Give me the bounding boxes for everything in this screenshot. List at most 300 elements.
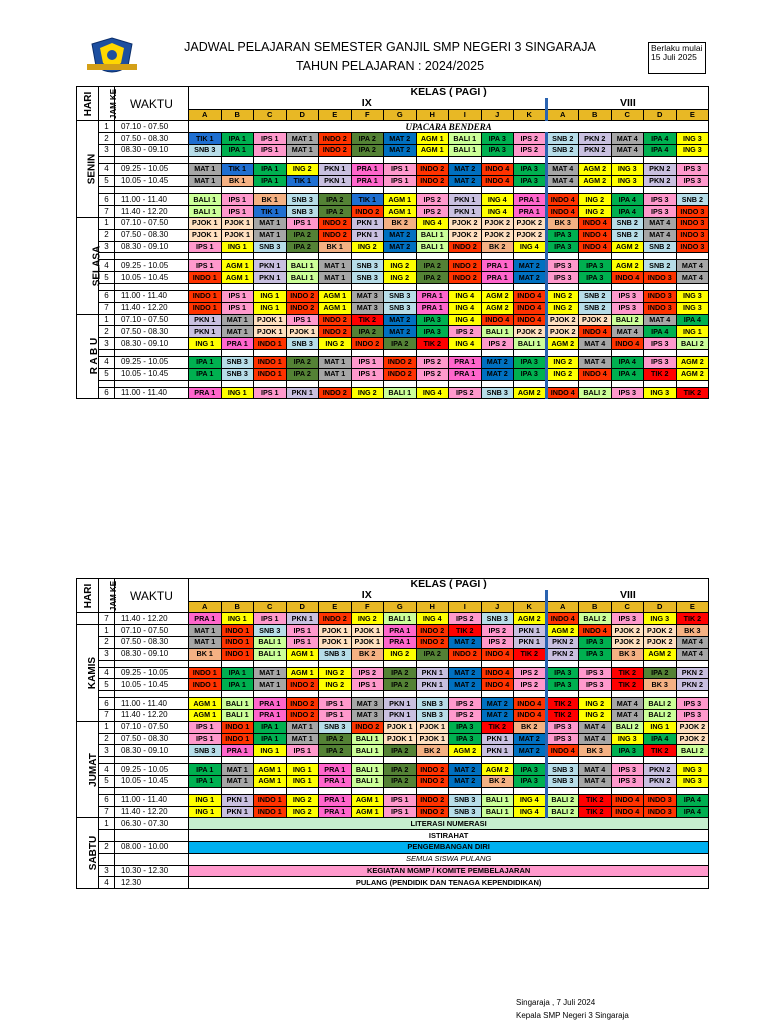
time-range: 07.10 - 07.50	[115, 625, 189, 637]
time-range: 09.25 - 10.05	[115, 260, 189, 272]
subject-cell: INDO 3	[676, 206, 709, 218]
subject-cell: INDO 4	[579, 217, 612, 229]
gap-cell	[644, 156, 677, 163]
subject-cell: PRA 1	[221, 338, 254, 350]
gap-cell	[644, 660, 677, 667]
gap-cell	[481, 253, 514, 260]
schedule-row	[77, 163, 709, 175]
day-name: SENIN	[86, 153, 98, 185]
class-letter-header: I	[449, 601, 482, 613]
subject-cell: MAT 4	[676, 260, 709, 272]
gap-cell	[384, 757, 417, 764]
class-letter-header: B	[579, 109, 612, 121]
subject-cell: PKN 1	[221, 794, 254, 806]
gap-cell	[676, 660, 709, 667]
gap-cell	[676, 757, 709, 764]
schedule-row	[77, 818, 709, 830]
gap-cell	[546, 187, 579, 194]
subject-cell: ING 4	[481, 194, 514, 206]
subject-cell: IPS 2	[514, 667, 547, 679]
subject-cell: IPA 4	[611, 194, 644, 206]
subject-cell: BALI 2	[579, 387, 612, 399]
subject-cell: INDO 2	[286, 302, 319, 314]
subject-cell: IPA 2	[286, 368, 319, 380]
gap-cell	[221, 691, 254, 698]
subject-cell: PKN 2	[579, 133, 612, 145]
gap-cell	[579, 380, 612, 387]
gap-cell	[546, 787, 579, 794]
subject-cell: IPA 3	[579, 272, 612, 284]
period-number: 3	[99, 745, 115, 757]
schedule-row	[77, 133, 709, 145]
class-letter-header: H	[416, 109, 449, 121]
gap-row	[77, 787, 709, 794]
subject-cell: TIK 2	[579, 806, 612, 818]
subject-cell: IPA 2	[384, 679, 417, 691]
subject-cell: PJOK 1	[384, 721, 417, 733]
time-range: 08.30 - 09.10	[115, 648, 189, 660]
subject-cell: MAT 2	[384, 314, 417, 326]
gap-cell	[351, 757, 384, 764]
subject-cell: SNB 2	[611, 229, 644, 241]
gap-row	[77, 349, 709, 356]
gap-cell	[221, 156, 254, 163]
subject-cell: PJOK 2	[449, 229, 482, 241]
subject-cell: IPS 1	[351, 356, 384, 368]
subject-cell: INDO 3	[644, 806, 677, 818]
subject-cell: ING 2	[384, 648, 417, 660]
subject-cell: IPS 2	[514, 144, 547, 156]
gap-cell	[254, 380, 287, 387]
subject-cell: IPA 2	[286, 241, 319, 253]
subject-cell: PRA 1	[384, 636, 417, 648]
subject-cell: MAT 4	[611, 326, 644, 338]
gap-cell	[644, 187, 677, 194]
subject-cell: IPS 3	[579, 679, 612, 691]
subject-cell: IPS 1	[351, 368, 384, 380]
subject-cell: PRA 1	[481, 272, 514, 284]
subject-cell: AGM 2	[579, 175, 612, 187]
subject-cell: BALI 2	[676, 338, 709, 350]
subject-cell: IPA 3	[481, 133, 514, 145]
gap-cell	[546, 660, 579, 667]
subject-cell: PJOK 1	[351, 636, 384, 648]
subject-cell: IPS 1	[384, 163, 417, 175]
subject-cell: SNB 3	[189, 745, 222, 757]
gap-cell	[99, 757, 115, 764]
subject-cell: IPA 1	[221, 144, 254, 156]
gap-cell	[115, 691, 189, 698]
subject-cell: IPA 2	[384, 775, 417, 787]
gap-cell	[611, 380, 644, 387]
gap-row	[77, 187, 709, 194]
subject-cell: IPS 3	[676, 698, 709, 710]
subject-cell: BALI 1	[351, 733, 384, 745]
subject-cell: BK 2	[416, 745, 449, 757]
subject-cell: ING 2	[546, 290, 579, 302]
subject-cell: IPA 3	[416, 326, 449, 338]
subject-cell: SNB 3	[546, 775, 579, 787]
subject-cell: IPA 2	[416, 260, 449, 272]
gap-cell	[449, 187, 482, 194]
subject-cell: INDO 2	[319, 133, 352, 145]
subject-cell: PRA 1	[254, 709, 287, 721]
period-number: 6	[99, 698, 115, 710]
subject-cell: AGM 2	[579, 163, 612, 175]
gap-cell	[579, 691, 612, 698]
period-number: 4	[99, 260, 115, 272]
gap-cell	[449, 349, 482, 356]
time-range: 09.25 - 10.05	[115, 163, 189, 175]
subject-cell: INDO 1	[189, 679, 222, 691]
period-number: 4	[99, 163, 115, 175]
subject-cell: INDO 2	[449, 648, 482, 660]
subject-cell: IPS 2	[449, 698, 482, 710]
subject-cell: ING 4	[481, 206, 514, 218]
gap-cell	[319, 787, 352, 794]
subject-cell: MAT 3	[351, 302, 384, 314]
gap-cell	[319, 349, 352, 356]
gap-cell	[254, 757, 287, 764]
subject-cell: MAT 2	[449, 636, 482, 648]
subject-cell: SNB 3	[221, 368, 254, 380]
subject-cell: ING 4	[449, 338, 482, 350]
gap-cell	[481, 757, 514, 764]
period-number: 4	[99, 356, 115, 368]
subject-cell: TIK 1	[351, 194, 384, 206]
subject-cell: MAT 4	[611, 698, 644, 710]
subject-cell: IPA 3	[546, 229, 579, 241]
jamke-header	[99, 579, 119, 613]
subject-cell: SNB 3	[319, 721, 352, 733]
gap-cell	[546, 253, 579, 260]
gap-cell	[514, 283, 547, 290]
subject-cell: PKN 1	[254, 260, 287, 272]
schedule-row	[77, 794, 709, 806]
subject-cell: INDO 3	[644, 290, 677, 302]
subject-cell: MAT 2	[514, 745, 547, 757]
subject-cell: SNB 3	[286, 338, 319, 350]
subject-cell: BALI 2	[611, 314, 644, 326]
schedule-row	[77, 338, 709, 350]
subject-cell: IPA 3	[546, 241, 579, 253]
subject-cell: INDO 1	[221, 636, 254, 648]
schedule-row	[77, 830, 709, 842]
time-range: 09.25 - 10.05	[115, 667, 189, 679]
gap-cell	[676, 349, 709, 356]
subject-cell: SNB 3	[449, 794, 482, 806]
subject-cell: IPS 1	[319, 698, 352, 710]
gap-cell	[611, 283, 644, 290]
subject-cell: TIK 2	[611, 679, 644, 691]
gap-cell	[579, 187, 612, 194]
subject-cell: PKN 2	[546, 648, 579, 660]
kelas-header: KELAS ( PAGI )	[189, 87, 709, 98]
gap-cell	[644, 283, 677, 290]
subject-cell: IPA 2	[384, 667, 417, 679]
class-letter-header: H	[416, 601, 449, 613]
subject-cell: BALI 1	[481, 806, 514, 818]
subject-cell: IPA 2	[384, 745, 417, 757]
subject-cell: BALI 1	[286, 272, 319, 284]
subject-cell: ING 3	[611, 733, 644, 745]
gap-cell	[286, 283, 319, 290]
gap-cell	[286, 660, 319, 667]
subject-cell: AGM 2	[611, 241, 644, 253]
subject-cell: PRA 1	[221, 745, 254, 757]
subject-cell: IPS 1	[189, 241, 222, 253]
subject-cell: IPS 2	[416, 194, 449, 206]
subject-cell: MAT 4	[611, 133, 644, 145]
subject-cell: INDO 3	[676, 217, 709, 229]
subject-cell: PRA 1	[351, 175, 384, 187]
subject-cell: MAT 4	[676, 648, 709, 660]
subject-cell: INDO 1	[221, 648, 254, 660]
subject-cell: INDO 2	[416, 175, 449, 187]
gap-cell	[514, 156, 547, 163]
subject-cell: INDO 3	[676, 229, 709, 241]
class-letter-header: K	[514, 109, 547, 121]
subject-cell: IPS 3	[676, 709, 709, 721]
jamke-label: JAM KE	[109, 88, 119, 119]
subject-cell: IPS 1	[286, 217, 319, 229]
time-range: 11.00 - 11.40	[115, 194, 189, 206]
time-range: 07.10 - 07.50	[115, 721, 189, 733]
activity-span: KEGIATAN MGMP / KOMITE PEMBELAJARAN	[189, 865, 709, 877]
gap-cell	[611, 757, 644, 764]
subject-cell: PRA 1	[416, 302, 449, 314]
subject-cell: ING 1	[254, 302, 287, 314]
gap-cell	[115, 349, 189, 356]
subject-cell: INDO 3	[676, 241, 709, 253]
subject-cell: ING 2	[579, 709, 612, 721]
subject-cell: ING 4	[514, 241, 547, 253]
time-range: 09.25 - 10.05	[115, 356, 189, 368]
gap-cell	[416, 187, 449, 194]
schedule-row	[77, 733, 709, 745]
class-letter-header: C	[611, 109, 644, 121]
subject-cell: MAT 2	[384, 229, 417, 241]
gap-cell	[189, 380, 222, 387]
subject-cell: BALI 2	[546, 794, 579, 806]
subject-cell: ING 2	[384, 272, 417, 284]
subject-cell: BK 3	[546, 217, 579, 229]
subject-cell: BK 2	[481, 241, 514, 253]
subject-cell: PKN 2	[644, 163, 677, 175]
subject-cell: AGM 1	[254, 775, 287, 787]
subject-cell: INDO 4	[611, 272, 644, 284]
gap-cell	[115, 787, 189, 794]
gap-cell	[416, 660, 449, 667]
schedule-row	[77, 290, 709, 302]
subject-cell: AGM 1	[254, 764, 287, 776]
subject-cell: PJOK 2	[481, 229, 514, 241]
subject-cell: IPA 1	[254, 733, 287, 745]
subject-cell: BK 2	[514, 721, 547, 733]
subject-cell: PRA 1	[449, 368, 482, 380]
activity-span: PULANG (PENDIDIK DAN TENAGA KEPENDIDIKAN)	[189, 877, 709, 889]
grade-ix-header: IX	[189, 98, 547, 109]
subject-cell: ING 2	[546, 368, 579, 380]
subject-cell: IPS 1	[254, 613, 287, 625]
subject-cell: ING 4	[416, 387, 449, 399]
subject-cell: ING 1	[189, 338, 222, 350]
subject-cell: INDO 2	[319, 326, 352, 338]
subject-cell: INDO 4	[546, 206, 579, 218]
subject-cell: MAT 1	[254, 679, 287, 691]
subject-cell: PKN 1	[351, 229, 384, 241]
gap-cell	[286, 349, 319, 356]
subject-cell: MAT 2	[449, 667, 482, 679]
schedule-row	[77, 206, 709, 218]
subject-cell: INDO 2	[449, 272, 482, 284]
time-range: 07.50 - 08.30	[115, 326, 189, 338]
gap-cell	[319, 156, 352, 163]
subject-cell: MAT 1	[254, 667, 287, 679]
subject-cell: INDO 2	[319, 613, 352, 625]
gap-cell	[384, 691, 417, 698]
subject-cell: IPA 2	[319, 733, 352, 745]
subject-cell: MAT 1	[319, 368, 352, 380]
subject-cell: PKN 2	[546, 636, 579, 648]
subject-cell: IPS 1	[286, 314, 319, 326]
gap-cell	[254, 691, 287, 698]
subject-cell: INDO 2	[384, 368, 417, 380]
gap-cell	[676, 380, 709, 387]
schedule-row	[77, 648, 709, 660]
gap-cell	[514, 757, 547, 764]
class-letter-header: C	[254, 601, 287, 613]
subject-cell: IPS 3	[611, 764, 644, 776]
subject-cell: PKN 1	[481, 733, 514, 745]
gap-cell	[115, 187, 189, 194]
period-number: 3	[99, 144, 115, 156]
gap-cell	[611, 691, 644, 698]
time-range: 11.40 - 12.20	[115, 302, 189, 314]
gap-cell	[481, 380, 514, 387]
schedule-table-2	[76, 578, 709, 889]
period-number: 5	[99, 679, 115, 691]
subject-cell: INDO 2	[416, 636, 449, 648]
period-number: 7	[99, 709, 115, 721]
subject-cell: IPS 3	[644, 356, 677, 368]
signature-block	[516, 996, 629, 1022]
period-number: 1	[99, 721, 115, 733]
subject-cell: ING 3	[676, 764, 709, 776]
subject-cell: MAT 1	[221, 775, 254, 787]
gap-cell	[384, 380, 417, 387]
subject-cell: ING 1	[676, 326, 709, 338]
subject-cell: INDO 4	[514, 698, 547, 710]
subject-cell: SNB 3	[286, 206, 319, 218]
time-range: 06.30 - 07.30	[115, 818, 189, 830]
subject-cell: SNB 2	[579, 290, 612, 302]
gap-cell	[384, 660, 417, 667]
subject-cell: BK 2	[384, 217, 417, 229]
subject-cell: INDO 2	[319, 217, 352, 229]
hari-header	[77, 87, 99, 121]
subject-cell: ING 1	[286, 775, 319, 787]
subject-cell: SNB 2	[579, 302, 612, 314]
subject-cell: IPA 3	[579, 648, 612, 660]
gap-cell	[676, 283, 709, 290]
subject-cell: IPS 3	[546, 721, 579, 733]
schedule-row	[77, 679, 709, 691]
subject-cell: PKN 1	[416, 679, 449, 691]
subject-cell: MAT 1	[189, 175, 222, 187]
subject-cell: IPS 1	[189, 260, 222, 272]
subject-cell: INDO 4	[514, 314, 547, 326]
gap-cell	[221, 757, 254, 764]
gap-row	[77, 691, 709, 698]
subject-cell: SNB 3	[384, 290, 417, 302]
subject-cell: MAT 1	[319, 272, 352, 284]
subject-cell: IPA 2	[351, 326, 384, 338]
gap-cell	[189, 187, 222, 194]
subject-cell: IPS 3	[579, 667, 612, 679]
gap-cell	[416, 349, 449, 356]
day-cell	[77, 625, 99, 722]
subject-cell: INDO 1	[221, 721, 254, 733]
subject-cell: IPA 4	[644, 326, 677, 338]
subject-cell: MAT 1	[189, 636, 222, 648]
subject-cell: INDO 2	[286, 290, 319, 302]
subject-cell: INDO 2	[351, 206, 384, 218]
gap-cell	[481, 787, 514, 794]
schedule-row	[77, 636, 709, 648]
subject-cell: MAT 4	[644, 217, 677, 229]
subject-cell: MAT 2	[384, 241, 417, 253]
subject-cell: ING 1	[189, 794, 222, 806]
schedule-row	[77, 865, 709, 877]
subject-cell: MAT 4	[546, 163, 579, 175]
schedule-table-1	[76, 86, 709, 399]
subject-cell: IPA 2	[351, 133, 384, 145]
subject-cell: INDO 2	[351, 338, 384, 350]
subject-cell: INDO 1	[221, 733, 254, 745]
subject-cell: MAT 2	[449, 175, 482, 187]
subject-cell: PJOK 1	[189, 229, 222, 241]
subject-cell: INDO 4	[579, 241, 612, 253]
gap-cell	[99, 187, 115, 194]
subject-cell: BK 1	[319, 241, 352, 253]
subject-cell: INDO 1	[254, 368, 287, 380]
subject-cell: PJOK 2	[514, 229, 547, 241]
time-range: 07.10 - 07.50	[115, 314, 189, 326]
subject-cell: ING 3	[676, 144, 709, 156]
gap-cell	[319, 187, 352, 194]
subject-cell: ING 2	[351, 241, 384, 253]
subject-cell: ING 2	[319, 667, 352, 679]
class-letter-header: I	[449, 109, 482, 121]
subject-cell: IPS 2	[351, 667, 384, 679]
period-number: 4	[99, 667, 115, 679]
subject-cell: PJOK 1	[221, 229, 254, 241]
time-range: 08.00 - 10.00	[115, 841, 189, 853]
gap-cell	[221, 283, 254, 290]
subject-cell: IPA 3	[416, 314, 449, 326]
subject-cell: IPA 3	[514, 764, 547, 776]
subject-cell: PKN 2	[644, 175, 677, 187]
subject-cell: BALI 1	[416, 229, 449, 241]
subject-cell: IPA 4	[611, 368, 644, 380]
subject-cell: PJOK 1	[189, 217, 222, 229]
class-letter-header: E	[319, 601, 352, 613]
subject-cell: IPA 2	[416, 648, 449, 660]
gap-cell	[449, 757, 482, 764]
subject-cell: INDO 2	[286, 698, 319, 710]
gap-cell	[416, 691, 449, 698]
